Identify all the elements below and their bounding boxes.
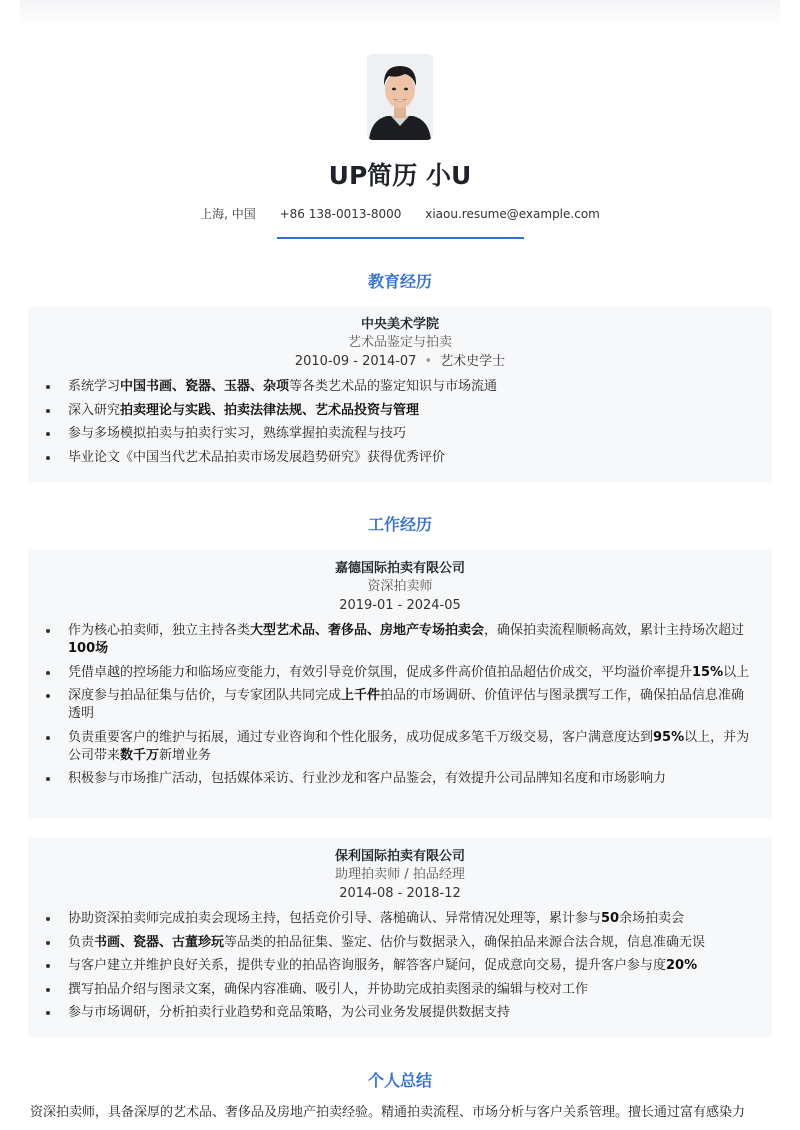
- section-title-education: 教育经历: [367, 272, 432, 291]
- school-name: 中央美术学院: [360, 317, 439, 332]
- bullet-emphasis: 书画、瓷器、古董珍玩: [94, 934, 225, 950]
- bullet-text: 作为核心拍卖师，独立主持各类: [68, 623, 251, 638]
- bullet-item: [68, 910, 756, 928]
- bullet-item: [68, 622, 756, 658]
- bullet-text: 负责: [68, 934, 95, 950]
- bullet-item: [68, 934, 756, 952]
- bullet-text: 积极参与市场推广活动，包括媒体采访、行业沙龙和客户品鉴会，有效提升公司品牌知名度和市场影响力: [68, 771, 667, 786]
- education-bullets: [28, 378, 772, 467]
- job-card-jiade: [28, 550, 772, 818]
- bullet-text: 撰写拍品介绍与图录文案，确保内容准确、吸引人，并协助完成拍卖图录的编辑与校对工作: [68, 981, 589, 997]
- header-divider: [277, 237, 524, 239]
- bullet-text: 拍品的市场调研、价值评估与图录撰写工作，确保拍品信息准确透明: [68, 688, 745, 721]
- bullet-item: [68, 957, 756, 975]
- bullet-text: 凭借卓越的控场能力和临场应变能力，有效引导竞价氛围，促成多件高价值拍品超估价成交，平均溢价率提升: [68, 664, 693, 680]
- bullet-item: [68, 378, 756, 396]
- bullet-text: 以上: [723, 664, 750, 680]
- bullet-emphasis: 50: [601, 911, 620, 926]
- bullet-item: [68, 729, 756, 765]
- education-card: [28, 306, 772, 482]
- job-dates: 2019-01 - 2024-05: [339, 598, 461, 613]
- bullet-item: [68, 1004, 756, 1022]
- company-name: 保利国际拍卖有限公司: [334, 849, 465, 864]
- bullet-emphasis: 上千件: [341, 688, 381, 703]
- major-text: 艺术品鉴定与拍卖: [347, 335, 452, 350]
- summary-text: 资深拍卖师，具备深厚的艺术品、奢侈品及房地产拍卖经验。精通拍卖流程、市场分析与客户关系管理。擅长通过富有感染力: [30, 1105, 746, 1120]
- bullet-text: ，确保拍卖流程顺畅高效，累计主持场次超过: [484, 623, 745, 638]
- bullet-item: [68, 402, 756, 420]
- bullet-item: [68, 425, 756, 443]
- bullet-emphasis: 数千万: [120, 747, 160, 763]
- location-text: 上海, 中国: [200, 207, 256, 221]
- bullet-item: [68, 770, 756, 788]
- email-link[interactable]: xiaou.resume@example.com: [425, 207, 600, 221]
- separator-dot: •: [424, 354, 433, 369]
- bullet-emphasis: 100场: [68, 641, 109, 656]
- education-dates: 2010-09 - 2014-07: [294, 354, 417, 369]
- bullet-item: [68, 981, 756, 999]
- bullet-text: 以上，并为公司带来: [68, 729, 750, 763]
- bullet-item: [68, 449, 756, 467]
- top-fade: [20, 0, 780, 26]
- bullet-emphasis: 20%: [666, 958, 698, 973]
- job-title: 资深拍卖师: [367, 579, 433, 594]
- bullet-text: 毕业论文《中国当代艺术品拍卖市场发展趋势研究》获得优秀评价: [68, 449, 446, 465]
- bullet-emphasis: 中国书画、瓷器、玉器、杂项: [120, 379, 290, 394]
- bullet-text: 参与多场模拟拍卖与拍卖行实习，熟练掌握拍卖流程与技巧: [68, 426, 407, 441]
- bullet-text: 等品类的拍品征集、鉴定、估价与数据录入，确保拍品来源合法合规，信息准确无误: [224, 934, 706, 950]
- bullet-text: 新增业务: [159, 747, 212, 763]
- bullet-text: 与客户建立并维护良好关系，提供专业的拍品咨询服务，解答客户疑问，促成意向交易，提升客户参与度: [68, 958, 667, 973]
- job-bullets: [28, 910, 772, 1022]
- education-dates-line: [28, 352, 772, 372]
- job-card-poly: [28, 838, 772, 1038]
- bullet-text: 等各类艺术品的鉴定知识与市场流通: [289, 379, 498, 394]
- degree-text: 艺术史学士: [440, 354, 506, 369]
- job-title: 助理拍卖师 / 拍品经理: [335, 867, 465, 882]
- job-dates: 2014-08 - 2018-12: [339, 886, 461, 901]
- bullet-text: 深度参与拍品征集与估价，与专家团队共同完成: [68, 688, 342, 703]
- bullet-emphasis: 大型艺术品、奢侈品、房地产专场拍卖会: [250, 623, 485, 638]
- bullet-text: 协助资深拍卖师完成拍卖会现场主持，包括竞价引导、落槌确认、异常情况处理等，累计参与: [68, 911, 602, 926]
- section-title-summary: 个人总结: [367, 1071, 432, 1090]
- contact-line: [0, 205, 800, 222]
- bullet-text: 深入研究: [68, 402, 121, 418]
- bullet-emphasis: 95%: [653, 729, 685, 745]
- candidate-name: UP简历 小U: [328, 161, 472, 190]
- bullet-text: 系统学习: [68, 379, 121, 394]
- profile-photo: [367, 54, 433, 140]
- phone-text: +86 138-0013-8000: [279, 207, 402, 221]
- job-bullets: [28, 622, 772, 788]
- company-name: 嘉德国际拍卖有限公司: [334, 561, 465, 576]
- bullet-emphasis: 15%: [692, 664, 724, 680]
- bullet-item: [68, 687, 756, 723]
- bullet-emphasis: 拍卖理论与实践、拍卖法律法规、艺术品投资与管理: [120, 402, 420, 418]
- bullet-text: 余场拍卖会: [619, 911, 685, 926]
- section-title-work: 工作经历: [367, 515, 432, 534]
- bullet-item: [68, 664, 756, 682]
- bullet-text: 负责重要客户的维护与拓展，通过专业咨询和个性化服务，成功促成多笔千万级交易，客户满意度达到: [68, 729, 654, 745]
- bullet-text: 参与市场调研，分析拍卖行业趋势和竞品策略，为公司业务发展提供数据支持: [68, 1005, 511, 1020]
